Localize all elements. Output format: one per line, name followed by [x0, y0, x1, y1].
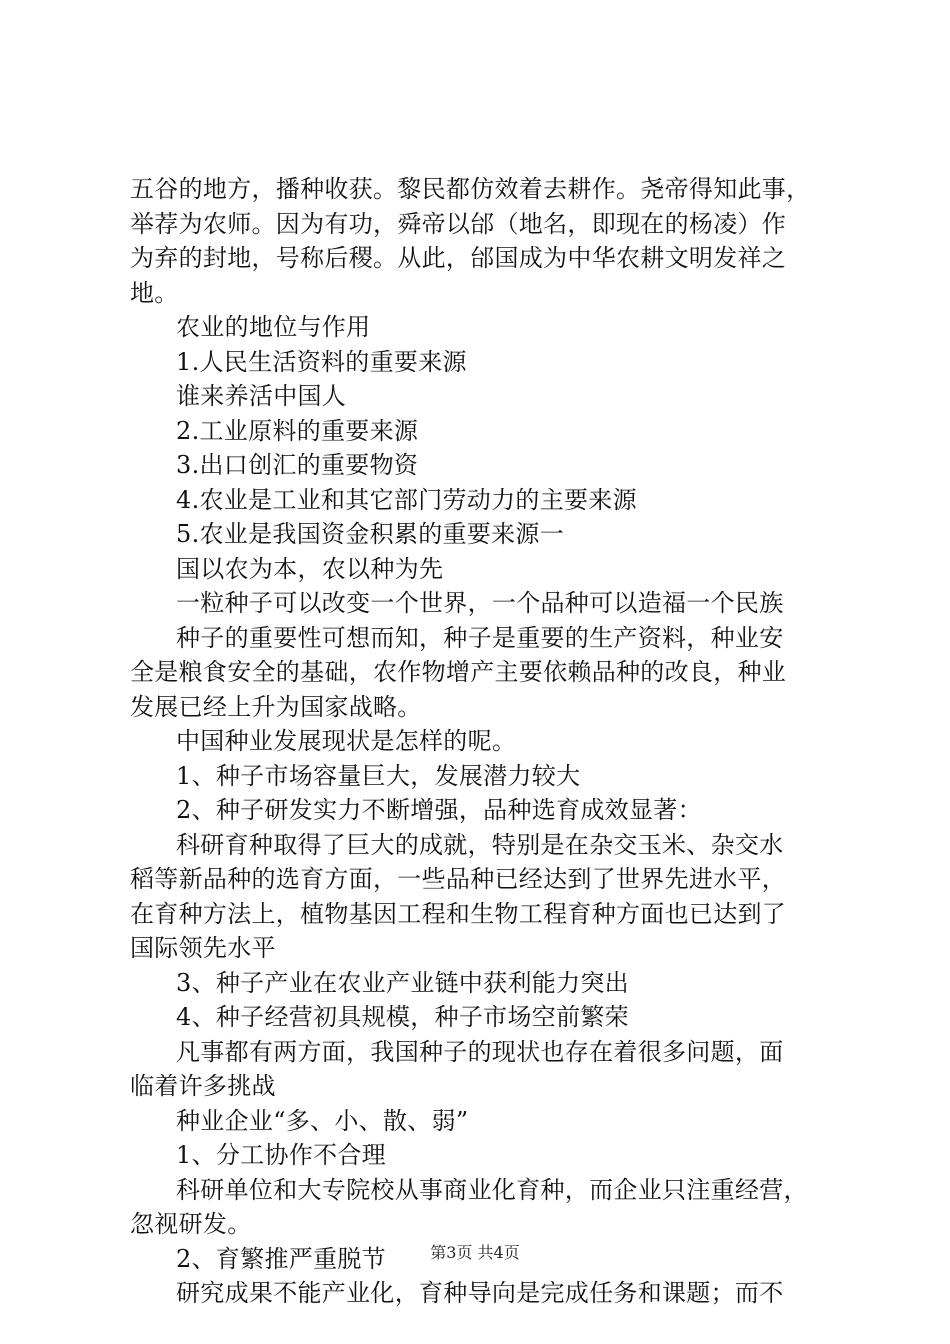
text-line: 1、种子市场容量巨大，发展潜力较大 [176, 761, 581, 790]
text-line: 国际领先水平 [130, 934, 276, 962]
text-line: 地。 [130, 278, 179, 307]
text-line: 种子的重要性可想而知，种子是重要的生产资料，种业安 [176, 623, 784, 652]
text-line: 在育种方法上，植物基因工程和生物工程育种方面也已达到了 [130, 899, 787, 928]
text-line: 国以农为本，农以种为先 [176, 554, 444, 583]
page-number-label: 第3页 共4页 [430, 1243, 520, 1262]
text-line: 1.人民生活资料的重要来源 [176, 347, 467, 376]
text-line: 临着许多挑战 [130, 1072, 276, 1100]
text-line: 全是粮食安全的基础，农作物增产主要依赖品种的改良，种业 [130, 658, 787, 686]
text-line: 5.农业是我国资金积累的重要来源一 [176, 520, 564, 548]
text-line: 举荐为农师。因为有功，舜帝以邰（地名，即现在的杨凌）作 [130, 209, 787, 238]
text-line: 稻等新品种的选育方面，一些品种已经达到了世界先进水平， [130, 865, 787, 893]
text-line: 农业的地位与作用 [176, 313, 371, 341]
text-line: 4.农业是工业和其它部门劳动力的主要来源 [176, 485, 637, 514]
text-line: 研究成果不能产业化，育种导向是完成任务和课题；而不 [176, 1279, 784, 1307]
text-line: 一粒种子可以改变一个世界，一个品种可以造福一个民族 [176, 589, 784, 617]
document-body [130, 172, 830, 1311]
text-line: 为弃的封地，号称后稷。从此，邰国成为中华农耕文明发祥之 [130, 244, 787, 272]
text-line: 1、分工协作不合理 [176, 1141, 386, 1169]
text-line: 谁来养活中国人 [176, 382, 347, 410]
text-line: 凡事都有两方面，我国种子的现状也存在着很多问题，面 [176, 1037, 784, 1066]
text-line: 2、育繁推严重脱节 [176, 1244, 386, 1273]
text-line: 忽视研发。 [130, 1210, 252, 1238]
text-line: 发展已经上升为国家战略。 [130, 692, 422, 721]
text-line: 科研育种取得了巨大的成就，特别是在杂交玉米、杂交水 [176, 830, 784, 859]
text-line: 五谷的地方，播种收获。黎民都仿效着去耕作。尧帝得知此事， [130, 175, 811, 203]
text-line: 科研单位和大专院校从事商业化育种，而企业只注重经营， [176, 1175, 808, 1204]
text-line: 2、种子研发实力不断增强，品种选育成效显著： [176, 796, 702, 824]
page-footer [0, 1243, 950, 1263]
text-line: 中国种业发展现状是怎样的呢。 [176, 727, 517, 755]
text-line: 2.工业原料的重要来源 [176, 416, 419, 445]
text-line: 3.出口创汇的重要物资 [176, 451, 419, 479]
text-line: 3、种子产业在农业产业链中获利能力突出 [176, 968, 629, 997]
text-line: 4、种子经营初具规模，种子市场空前繁荣 [176, 1003, 629, 1031]
text-line: 种业企业“多、小、散、弱” [176, 1106, 469, 1135]
